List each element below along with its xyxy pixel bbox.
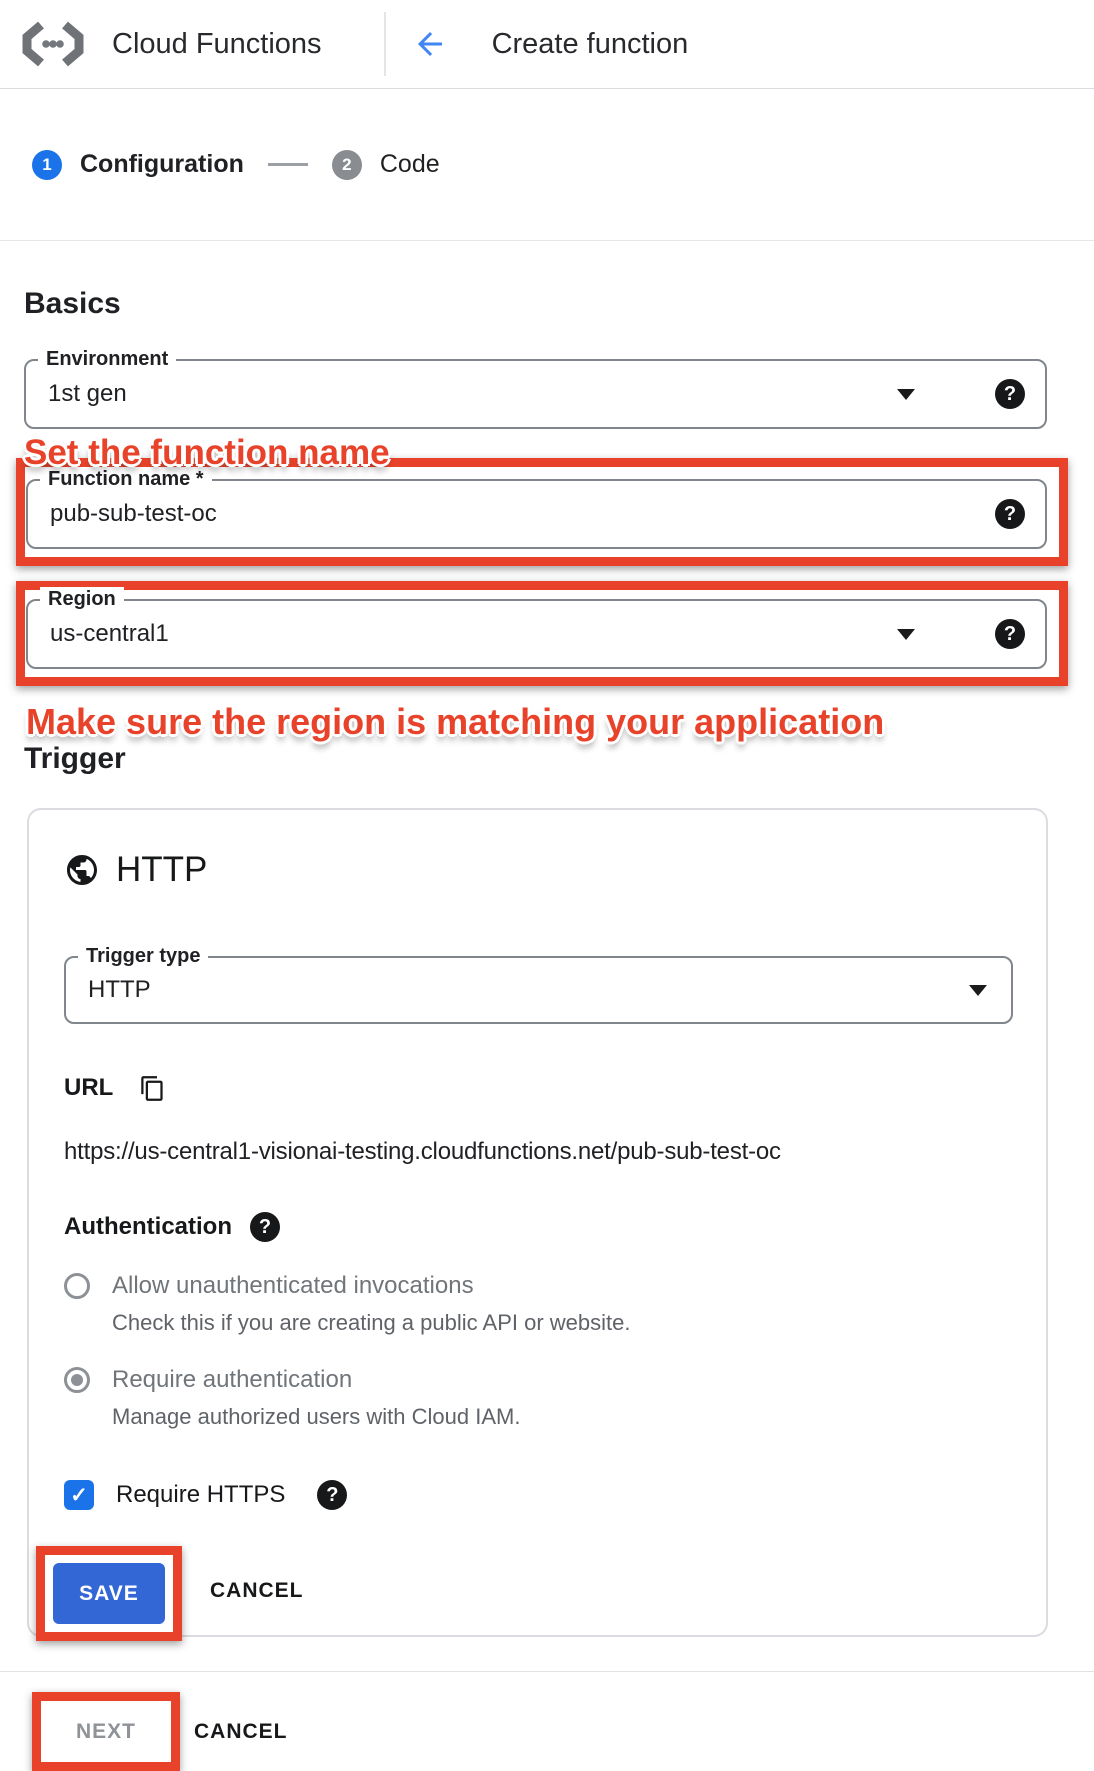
trigger-card-title: HTTP	[116, 850, 208, 889]
arrow-back-icon	[412, 26, 448, 62]
footer-cancel-button[interactable]: CANCEL	[194, 1719, 288, 1743]
step-2-label[interactable]: Code	[379, 150, 440, 178]
annotation-region-note: Make sure the region is matching your application	[26, 701, 885, 742]
trigger-type-label: Trigger type	[78, 944, 208, 968]
step-2-circle[interactable]: 2	[332, 150, 362, 180]
trigger-card	[27, 808, 1048, 1637]
globe-icon	[64, 852, 100, 888]
annotation-box-function-name	[16, 458, 1068, 566]
authentication-label: Authentication	[64, 1213, 232, 1240]
footer-actions	[0, 1672, 1094, 1771]
app-title: Cloud Functions	[112, 27, 322, 60]
radio-option-description: Manage authorized users with Cloud IAM.	[112, 1404, 521, 1429]
back-button[interactable]	[412, 26, 448, 62]
page-title: Create function	[491, 27, 689, 60]
function-name-help-icon[interactable]: ?	[995, 499, 1025, 529]
basics-heading: Basics	[24, 287, 121, 320]
app-header	[0, 0, 1094, 89]
radio-selected-icon[interactable]	[64, 1367, 90, 1393]
next-button[interactable]: NEXT	[41, 1701, 171, 1762]
environment-value: 1st gen	[48, 380, 127, 407]
stepper	[0, 89, 1094, 241]
cloud-functions-logo-icon	[20, 20, 86, 68]
region-help-icon[interactable]: ?	[995, 619, 1025, 649]
url-label: URL	[64, 1074, 114, 1101]
annotation-box-save	[36, 1546, 182, 1641]
region-label: Region	[40, 587, 124, 611]
radio-unselected-icon[interactable]	[64, 1273, 90, 1299]
region-select[interactable]	[26, 588, 1047, 669]
copy-icon	[139, 1075, 166, 1102]
annotation-box-next	[32, 1692, 180, 1771]
checkbox-checked-icon[interactable]: ✓	[64, 1480, 94, 1510]
main-content	[0, 287, 1094, 1637]
card-actions-row	[64, 1546, 1013, 1635]
environment-help-icon[interactable]: ?	[995, 379, 1025, 409]
save-button[interactable]: SAVE	[53, 1563, 165, 1624]
environment-label: Environment	[38, 347, 176, 371]
trigger-type-select[interactable]	[64, 945, 1013, 1024]
region-value: us-central1	[50, 620, 169, 647]
function-name-value: pub-sub-test-oc	[50, 500, 217, 527]
require-https-label[interactable]: Require HTTPS	[116, 1481, 286, 1508]
radio-option-description: Check this if you are creating a public API or website.	[112, 1310, 631, 1335]
radio-option-label[interactable]: Require authentication	[112, 1366, 353, 1393]
copy-url-button[interactable]	[139, 1075, 166, 1102]
step-1-circle[interactable]: 1	[32, 150, 62, 180]
require-https-help-icon[interactable]: ?	[317, 1480, 347, 1510]
stepper-connector	[268, 163, 308, 166]
radio-option-label[interactable]: Allow unauthenticated invocations	[112, 1272, 474, 1299]
header-divider	[384, 12, 386, 76]
chevron-down-icon[interactable]	[897, 629, 915, 640]
cancel-button[interactable]: CANCEL	[210, 1578, 304, 1602]
environment-select[interactable]	[24, 348, 1047, 429]
annotation-function-name-note: Set the function name	[24, 433, 390, 472]
trigger-type-value: HTTP	[88, 976, 151, 1003]
radio-option-require-authentication[interactable]	[64, 1366, 1013, 1394]
function-name-input[interactable]	[26, 468, 1047, 549]
step-1-label[interactable]: Configuration	[80, 150, 244, 178]
authentication-help-icon[interactable]: ?	[250, 1212, 280, 1242]
url-row	[64, 1074, 1013, 1102]
chevron-down-icon[interactable]	[897, 389, 915, 400]
require-https-row	[64, 1480, 1013, 1510]
chevron-down-icon[interactable]	[969, 985, 987, 996]
function-name-label: Function name *	[40, 467, 212, 491]
trigger-heading: Trigger	[24, 742, 126, 775]
function-url: https://us-central1-visionai-testing.cloudfunctions.net/pub-sub-test-oc	[64, 1138, 781, 1165]
trigger-card-title-row	[64, 850, 1013, 890]
radio-option-allow-unauthenticated[interactable]	[64, 1272, 1013, 1300]
annotation-box-region	[16, 581, 1068, 686]
authentication-row	[64, 1212, 1013, 1242]
